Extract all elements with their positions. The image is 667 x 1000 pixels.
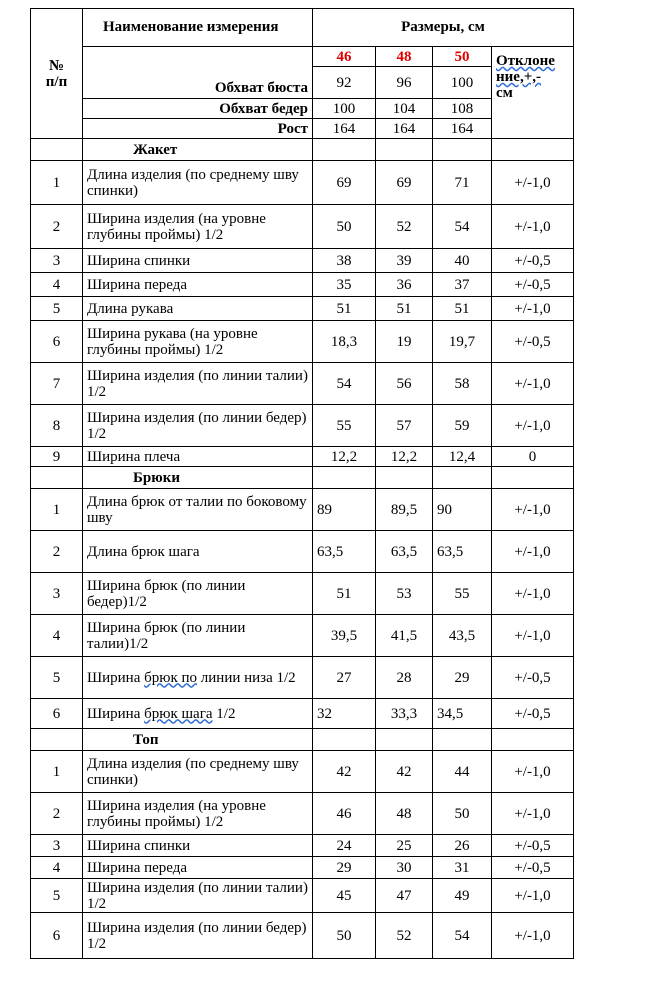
size-value-48: 52 — [376, 205, 433, 249]
number-column-header — [31, 9, 83, 139]
deviation-value: +/-1,0 — [492, 615, 574, 657]
row-number: 1 — [31, 489, 83, 531]
size-value-50: 54 — [433, 913, 492, 959]
table-row — [31, 657, 574, 699]
size-value-46: 50 — [313, 205, 376, 249]
row-number: 2 — [31, 205, 83, 249]
size-value-48: 41,5 — [376, 615, 433, 657]
size-value-46: 55 — [313, 405, 376, 447]
size-value-50: 40 — [433, 249, 492, 273]
section-empty-cell — [492, 139, 574, 161]
size-value-48: 28 — [376, 657, 433, 699]
size-50: 50 — [433, 47, 492, 67]
size-46: 46 — [313, 47, 376, 67]
size-value-48: 30 — [376, 857, 433, 879]
size-value-46: 12,2 — [313, 447, 376, 467]
height-48: 164 — [376, 119, 433, 139]
section-empty-cell — [492, 467, 574, 489]
measurement-name: Ширина брюк по линии низа 1/2 — [83, 657, 313, 699]
section-empty-cell — [433, 467, 492, 489]
number-sign: № — [48, 57, 65, 74]
size-value-46: 29 — [313, 857, 376, 879]
row-number: 5 — [31, 297, 83, 321]
header-row-sizes — [31, 47, 574, 67]
table-row — [31, 205, 574, 249]
row-number: 5 — [31, 879, 83, 913]
table-row — [31, 249, 574, 273]
table-row — [31, 447, 574, 467]
size-value-46: 51 — [313, 573, 376, 615]
hips-46: 100 — [313, 99, 376, 119]
size-value-48: 53 — [376, 573, 433, 615]
table-row — [31, 835, 574, 857]
deviation-value: +/-1,0 — [492, 751, 574, 793]
deviation-value: +/-1,0 — [492, 405, 574, 447]
size-value-46: 69 — [313, 161, 376, 205]
size-value-48: 33,3 — [376, 699, 433, 729]
header-row-titles — [31, 9, 574, 47]
section-title: Брюки — [83, 467, 313, 489]
size-value-46: 45 — [313, 879, 376, 913]
row-number: 1 — [31, 751, 83, 793]
deviation-value: +/-1,0 — [492, 879, 574, 913]
deviation-value: +/-0,5 — [492, 273, 574, 297]
measurement-name: Ширина плеча — [83, 447, 313, 467]
size-chart-table — [30, 8, 574, 959]
measurement-name: Длина брюк шага — [83, 531, 313, 573]
measurement-name: Длина изделия (по среднему шву спинки) — [83, 161, 313, 205]
row-number: 6 — [31, 321, 83, 363]
height-50: 164 — [433, 119, 492, 139]
section-empty-cell — [313, 729, 376, 751]
size-value-48: 89,5 — [376, 489, 433, 531]
table-row — [31, 321, 574, 363]
deviation-value: +/-1,0 — [492, 297, 574, 321]
row-number: 5 — [31, 657, 83, 699]
section-empty-cell — [313, 467, 376, 489]
size-value-50: 34,5 — [433, 699, 492, 729]
hips-50: 108 — [433, 99, 492, 119]
size-value-46: 46 — [313, 793, 376, 835]
size-value-50: 50 — [433, 793, 492, 835]
deviation-value: +/-0,5 — [492, 321, 574, 363]
size-value-48: 63,5 — [376, 531, 433, 573]
bust-48: 96 — [376, 67, 433, 99]
deviation-value: +/-1,0 — [492, 531, 574, 573]
size-value-48: 42 — [376, 751, 433, 793]
size-value-48: 52 — [376, 913, 433, 959]
section-empty-cell — [313, 139, 376, 161]
table-row — [31, 273, 574, 297]
size-value-50: 29 — [433, 657, 492, 699]
size-value-48: 51 — [376, 297, 433, 321]
measurement-name: Длина брюк от талии по боковому шву — [83, 489, 313, 531]
section-header-row — [31, 139, 574, 161]
deviation-value: +/-1,0 — [492, 793, 574, 835]
bust-label: Обхват бюста — [83, 47, 313, 99]
table-row — [31, 699, 574, 729]
size-value-46: 54 — [313, 363, 376, 405]
size-value-50: 59 — [433, 405, 492, 447]
hips-48: 104 — [376, 99, 433, 119]
table-row — [31, 793, 574, 835]
size-value-46: 35 — [313, 273, 376, 297]
deviation-value: +/-1,0 — [492, 913, 574, 959]
size-value-48: 69 — [376, 161, 433, 205]
deviation-value: +/-0,5 — [492, 857, 574, 879]
size-value-50: 12,4 — [433, 447, 492, 467]
section-header-row — [31, 729, 574, 751]
size-value-46: 38 — [313, 249, 376, 273]
measurement-name: Ширина переда — [83, 857, 313, 879]
deviation-line-2: ние,+,- — [496, 69, 541, 85]
row-number: 1 — [31, 161, 83, 205]
size-value-50: 26 — [433, 835, 492, 857]
size-value-50: 54 — [433, 205, 492, 249]
size-value-50: 44 — [433, 751, 492, 793]
height-label: Рост — [83, 119, 313, 139]
section-title: Топ — [83, 729, 313, 751]
size-value-50: 31 — [433, 857, 492, 879]
bust-50: 100 — [433, 67, 492, 99]
size-value-50: 71 — [433, 161, 492, 205]
size-value-46: 63,5 — [313, 531, 376, 573]
deviation-value: +/-1,0 — [492, 363, 574, 405]
size-value-46: 18,3 — [313, 321, 376, 363]
height-46: 164 — [313, 119, 376, 139]
size-value-46: 50 — [313, 913, 376, 959]
table-row — [31, 913, 574, 959]
deviation-line-3: см — [496, 85, 513, 101]
measurement-name: Ширина изделия (по линии талии) 1/2 — [83, 879, 313, 913]
number-abbr: п/п — [45, 73, 68, 90]
measurement-name: Ширина спинки — [83, 835, 313, 857]
size-value-48: 19 — [376, 321, 433, 363]
sizes-header: Размеры, см — [313, 9, 574, 47]
size-value-48: 47 — [376, 879, 433, 913]
section-number-cell — [31, 139, 83, 161]
deviation-value: +/-1,0 — [492, 161, 574, 205]
section-empty-cell — [433, 729, 492, 751]
row-number: 2 — [31, 531, 83, 573]
row-number: 3 — [31, 835, 83, 857]
deviation-value: +/-0,5 — [492, 835, 574, 857]
row-number: 2 — [31, 793, 83, 835]
section-empty-cell — [376, 139, 433, 161]
section-empty-cell — [376, 467, 433, 489]
deviation-value: 0 — [492, 447, 574, 467]
deviation-header — [492, 47, 574, 139]
size-value-48: 25 — [376, 835, 433, 857]
row-number: 3 — [31, 573, 83, 615]
measurement-name: Длина изделия (по среднему шву спинки) — [83, 751, 313, 793]
size-value-48: 36 — [376, 273, 433, 297]
size-value-50: 43,5 — [433, 615, 492, 657]
section-empty-cell — [376, 729, 433, 751]
section-number-cell — [31, 467, 83, 489]
size-value-50: 49 — [433, 879, 492, 913]
size-value-50: 51 — [433, 297, 492, 321]
size-value-46: 24 — [313, 835, 376, 857]
row-number: 6 — [31, 913, 83, 959]
row-number: 4 — [31, 615, 83, 657]
deviation-value: +/-0,5 — [492, 249, 574, 273]
table-row — [31, 615, 574, 657]
row-number: 8 — [31, 405, 83, 447]
measurement-name: Ширина изделия (по линии бедер) 1/2 — [83, 913, 313, 959]
size-value-48: 48 — [376, 793, 433, 835]
size-value-50: 37 — [433, 273, 492, 297]
size-value-46: 51 — [313, 297, 376, 321]
size-value-50: 63,5 — [433, 531, 492, 573]
deviation-value: +/-1,0 — [492, 205, 574, 249]
hips-label: Обхват бедер — [83, 99, 313, 119]
measurement-name: Ширина брюк (по линии бедер)1/2 — [83, 573, 313, 615]
section-title: Жакет — [83, 139, 313, 161]
table-row — [31, 879, 574, 913]
deviation-line-1: Отклоне — [496, 53, 555, 69]
size-value-50: 55 — [433, 573, 492, 615]
deviation-value: +/-0,5 — [492, 657, 574, 699]
measurement-name-header: Наименование измерения — [83, 9, 313, 47]
table-row — [31, 573, 574, 615]
measurement-name: Ширина изделия (на уровне глубины проймы) 1/2 — [83, 205, 313, 249]
measurement-name: Ширина изделия (по линии бедер) 1/2 — [83, 405, 313, 447]
section-empty-cell — [492, 729, 574, 751]
deviation-value: +/-0,5 — [492, 699, 574, 729]
row-number: 3 — [31, 249, 83, 273]
size-value-46: 42 — [313, 751, 376, 793]
measurement-name: Ширина брюк шага 1/2 — [83, 699, 313, 729]
size-value-50: 19,7 — [433, 321, 492, 363]
section-number-cell — [31, 729, 83, 751]
row-number: 6 — [31, 699, 83, 729]
measurement-name: Ширина спинки — [83, 249, 313, 273]
deviation-value: +/-1,0 — [492, 573, 574, 615]
size-value-46: 39,5 — [313, 615, 376, 657]
row-number: 4 — [31, 273, 83, 297]
size-value-50: 90 — [433, 489, 492, 531]
table-row — [31, 489, 574, 531]
row-number: 9 — [31, 447, 83, 467]
table-row — [31, 405, 574, 447]
size-value-50: 58 — [433, 363, 492, 405]
size-value-48: 12,2 — [376, 447, 433, 467]
size-chart-sheet — [30, 8, 574, 959]
measurement-name: Ширина брюк (по линии талии)1/2 — [83, 615, 313, 657]
measurement-name: Ширина рукава (на уровне глубины проймы) 1/2 — [83, 321, 313, 363]
table-row — [31, 363, 574, 405]
size-value-48: 57 — [376, 405, 433, 447]
table-row — [31, 297, 574, 321]
measurement-name: Длина рукава — [83, 297, 313, 321]
table-row — [31, 751, 574, 793]
measurement-name: Ширина изделия (на уровне глубины проймы) 1/2 — [83, 793, 313, 835]
section-header-row — [31, 467, 574, 489]
section-empty-cell — [433, 139, 492, 161]
size-value-46: 32 — [313, 699, 376, 729]
deviation-value: +/-1,0 — [492, 489, 574, 531]
measurement-name: Ширина переда — [83, 273, 313, 297]
table-row — [31, 161, 574, 205]
size-value-48: 56 — [376, 363, 433, 405]
table-row — [31, 531, 574, 573]
row-number: 7 — [31, 363, 83, 405]
size-48: 48 — [376, 47, 433, 67]
row-number: 4 — [31, 857, 83, 879]
size-value-48: 39 — [376, 249, 433, 273]
size-value-46: 89 — [313, 489, 376, 531]
table-row — [31, 857, 574, 879]
measurement-name: Ширина изделия (по линии талии) 1/2 — [83, 363, 313, 405]
bust-46: 92 — [313, 67, 376, 99]
size-value-46: 27 — [313, 657, 376, 699]
